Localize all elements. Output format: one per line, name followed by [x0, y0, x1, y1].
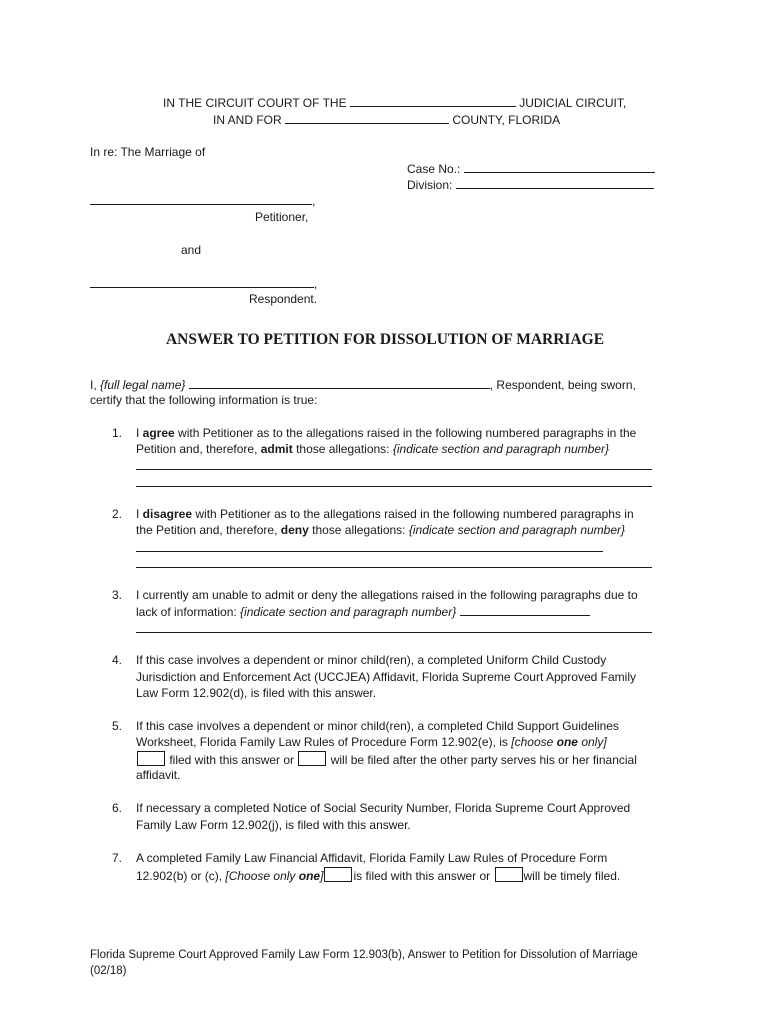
item-7-choose-post: ]: [320, 869, 324, 883]
intro-post: , Respondent, being sworn,: [489, 378, 636, 392]
item-2-text: I: [136, 507, 143, 521]
item-3-answer-field[interactable]: [136, 620, 652, 633]
and-label: and: [181, 243, 202, 257]
item-5-choose-one: one: [556, 735, 578, 749]
footer-revision-date: (02/18): [90, 965, 127, 977]
county-label: COUNTY, FLORIDA: [452, 113, 561, 127]
division-label: Division:: [407, 178, 453, 192]
item-5-line1: If this case involves a dependent or minor child(ren), a completed Child Support Guidelines: [136, 719, 619, 733]
item-1-answer-line1: [136, 457, 652, 474]
item-7-line1: A completed Family Law Financial Affidavit, Florida Family Law Rules of Procedure Form: [136, 851, 608, 865]
item-5-option-later: will be filed after the other party serves his or her financial: [327, 753, 637, 767]
item-5-line4: affidavit.: [136, 768, 181, 782]
respondent-label: Respondent.: [249, 292, 318, 306]
petitioner-name-field[interactable]: [90, 192, 312, 205]
item-7-choose-one: one: [298, 869, 321, 883]
item-6-line2: Family Law Form 12.902(j), is filed with this answer.: [136, 818, 411, 832]
item-6-line1: If necessary a completed Notice of Social Security Number, Florida Supreme Court Approved: [136, 801, 631, 815]
item-2-text: those allegations:: [308, 523, 409, 537]
item-4-line1: If this case involves a dependent or minor child(ren), a completed Uniform Child Custody: [136, 653, 607, 667]
item-1-answer-field[interactable]: [136, 457, 652, 470]
item-2-answer-field[interactable]: [136, 539, 603, 552]
item-7-text: 12.902(b) or (c),: [136, 869, 226, 883]
petitioner-name-row: ,: [90, 192, 315, 209]
item-5-option-filed: filed with this answer or: [166, 753, 298, 767]
item-5-text: Worksheet, Florida Family Law Rules of Procedure Form 12.902(e), is: [136, 735, 512, 749]
item-1-line1: [136, 425, 636, 441]
division-field[interactable]: [456, 176, 654, 189]
item-7-later-checkbox[interactable]: [495, 867, 523, 882]
in-and-for-label: IN AND FOR: [213, 113, 282, 127]
item-3-hint: {indicate section and paragraph number}: [240, 605, 457, 619]
item-1-line2: [136, 441, 609, 457]
item-5-choose-post: only]: [577, 735, 607, 749]
item-3-number: 3.: [112, 588, 123, 602]
document-title: ANSWER TO PETITION FOR DISSOLUTION OF MARRIAGE: [165, 331, 605, 348]
item-2-text: with Petitioner as to the allegations raised in the following numbered paragraphs in: [192, 507, 634, 521]
item-1-agree: agree: [142, 426, 175, 440]
item-1-answer-field[interactable]: [136, 474, 652, 487]
item-3-answer-line2: [136, 620, 652, 637]
item-1-hint: {indicate section and paragraph number}: [392, 442, 609, 456]
item-5-choose-pre: [choose: [511, 735, 557, 749]
court-header-line2: [213, 111, 560, 128]
item-7-filed-checkbox[interactable]: [324, 867, 352, 882]
item-7-option-later: will be timely filed.: [523, 869, 621, 883]
item-2-deny: deny: [280, 523, 309, 537]
judicial-circuit-blank[interactable]: [350, 94, 516, 107]
item-4-number: 4.: [112, 653, 123, 667]
item-2-line2: [136, 522, 625, 538]
petitioner-label: Petitioner,: [255, 210, 309, 224]
item-2-answer-field[interactable]: [136, 555, 652, 568]
item-4-line2: Jurisdiction and Enforcement Act (UCCJEA) Affidavit, Florida Supreme Court Approved Family: [136, 670, 636, 684]
item-2-answer-line1: [136, 539, 603, 556]
item-1-number: 1.: [112, 426, 123, 440]
item-1-text: those allegations:: [292, 442, 393, 456]
case-number-row: [407, 160, 655, 177]
footer-form-title: Florida Supreme Court Approved Family Law Form 12.903(b), Answer to Petition for Dissolution of Marriage: [90, 949, 638, 961]
division-row: [407, 176, 654, 193]
item-5-filed-checkbox[interactable]: [137, 751, 165, 766]
intro-pre: I,: [90, 378, 97, 392]
item-3-line2: [136, 603, 590, 620]
court-label: IN THE CIRCUIT COURT OF THE: [163, 96, 347, 110]
item-2-disagree: disagree: [142, 507, 193, 521]
item-7-choose-instruction: [225, 869, 323, 883]
judicial-circuit-label: JUDICIAL CIRCUIT,: [519, 96, 627, 110]
page-footer: [90, 947, 638, 979]
item-2-number: 2.: [112, 507, 123, 521]
full-legal-name-field[interactable]: [189, 376, 490, 389]
item-1-text: with Petitioner as to the allegations raised in the following numbered paragraphs in the: [174, 426, 637, 440]
court-header-line1: [163, 94, 626, 111]
item-6-number: 6.: [112, 801, 123, 815]
item-2-text: the Petition and, therefore,: [136, 523, 281, 537]
item-3-answer-field[interactable]: [460, 603, 590, 616]
item-5-line3: [136, 751, 637, 768]
respondent-name-row: ,: [90, 275, 317, 292]
county-blank[interactable]: [285, 111, 449, 124]
item-4-line3: Law Form 12.902(d), is filed with this answer.: [136, 686, 377, 700]
item-1-text: I: [136, 426, 143, 440]
item-7-line2: [136, 867, 620, 884]
item-7-choose-pre: [Choose only: [225, 869, 299, 883]
case-number-label: Case No.:: [407, 162, 461, 176]
intro-line2: certify that the following information is true:: [90, 393, 318, 407]
item-7-number: 7.: [112, 851, 123, 865]
item-1-admit: admit: [260, 442, 293, 456]
item-7-option-filed: is filed with this answer or: [353, 869, 494, 883]
item-2-hint: {indicate section and paragraph number}: [408, 523, 626, 537]
item-5-choose-instruction: [511, 735, 606, 749]
item-2-line1: [136, 506, 634, 522]
respondent-name-field[interactable]: [90, 275, 314, 288]
item-1-answer-line2: [136, 474, 652, 491]
item-2-answer-line2: [136, 555, 652, 572]
in-re-label: In re: The Marriage of: [90, 145, 206, 159]
item-5-number: 5.: [112, 719, 123, 733]
case-number-field[interactable]: [464, 160, 655, 173]
item-5-later-checkbox[interactable]: [298, 751, 326, 766]
item-3-line1: I currently am unable to admit or deny the allegations raised in the following paragraphs due to: [136, 588, 638, 602]
full-legal-name-hint: {full legal name}: [100, 378, 186, 392]
item-3-text: lack of information:: [136, 605, 241, 619]
intro-line1: [90, 376, 636, 393]
item-1-text: Petition and, therefore,: [136, 442, 261, 456]
item-5-line2: [136, 734, 607, 750]
